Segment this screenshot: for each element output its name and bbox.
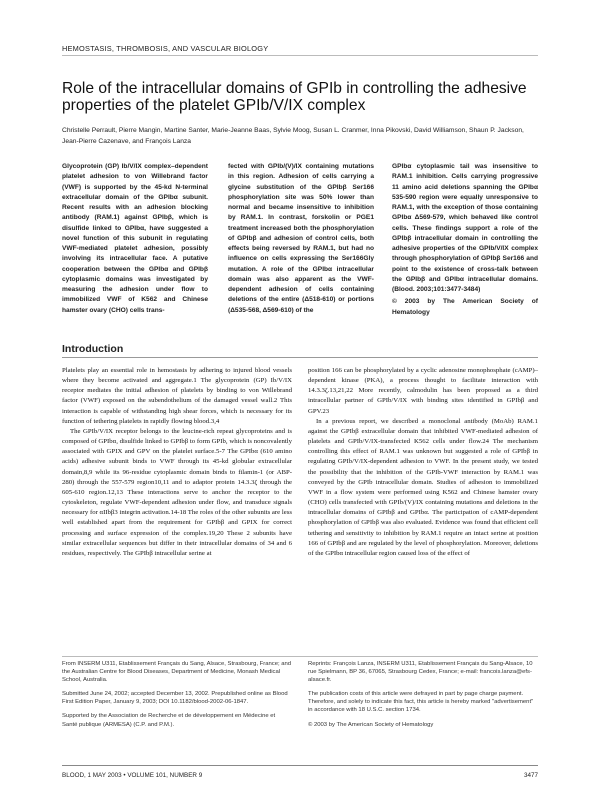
- footnote-affiliation: From INSERM U311, Etablissement Français du Sang, Alsace, Strasbourg, France; and the Australian Centre for Blood Diseases, Department of Medicine, Monash Medical School, Australia.: [62, 661, 292, 684]
- footnote-column-1: [62, 660, 292, 735]
- body-column-1: [62, 366, 292, 559]
- footnote-divider: [62, 656, 538, 657]
- abstract-column-3: [392, 162, 538, 318]
- abstract-column-1: Glycoprotein (GP) Ib/V/IX complex–dependent platelet adhesion to von Willebrand factor (VWF) is supported by the 45-kd N-terminal extracellular domain of the GPIbα subunit. Recent results with an adhesion blocking antibody (RAM.1) against GPIbβ, which is disulfide linked to GPIbα, have suggested a novel function of this subunit in regulating VWF-mediated platelet adhesion, possibly involving its intracellular face. A putative cooperation between the GPIbα and GPIbβ cytoplasmic domains was investigated by measuring the adhesion under flow to immobilized VWF of K562 and Chinese hamster ovary (CHO) cells trans-: [62, 163, 208, 314]
- footnote-column-2: [308, 660, 538, 735]
- abstract-column-2: fected with GPIb/(V)/IX containing mutations in this region. Adhesion of cells carrying a glycine substitution of the GPIbβ Ser166 phosphorylation site was 50% lower than normal and became insensitive to inhibition by RAM.1. In contrast, forskolin or PGE1 treatment increased both the phosphorylation of GPIbβ and adhesion of control cells, both effects being reversed by RAM.1, but had no influence on cells expressing the Ser166Gly mutation. A role of the GPIbα intracellular domain was also apparent as the VWF-dependent adhesion of cells containing deletions of the entire (Δ518-610) or portions (Δ535-568, Δ569-610) of the: [228, 163, 374, 314]
- footnote-submission: Submitted June 24, 2002; accepted December 13, 2002. Prepublished online as Blood First Edition Paper, January 9, 2003; DOI 10.1182/blood-2002-06-1847.: [62, 691, 288, 706]
- author-list: Christelle Perrault, Pierre Mangin, Martine Santer, Marie-Jeanne Baas, Sylvie Moog, Susan L. Cranmer, Inna Pikovski, David Williamson, Shaun P. Jackson, Jean-Pierre Cazenave, and François Lanza: [62, 127, 524, 145]
- footer-divider: [62, 765, 538, 766]
- title-divider: [62, 55, 538, 56]
- article-title: Role of the intracellular domains of GPIb in controlling the adhesive properties of the platelet GPIb/V/IX complex: [62, 80, 527, 114]
- footnote-support: Supported by the Association de Recherche et de développement en Médecine et Santé publique (ARMESA) (C.P. and P.M.).: [62, 713, 276, 728]
- journal-citation: BLOOD, 1 MAY 2003 • VOLUME 101, NUMBER 9: [62, 772, 203, 779]
- body-column-2: [308, 366, 538, 559]
- abstract-text: GPIbα cytoplasmic tail was insensitive to RAM.1 inhibition. Cells carrying progressive 11 amino acid deletions spanning the GPIbα 535-590 region were equally unresponsive to RAM.1, with the exception of those containing GPIbα Δ569-579, which behaved like control cells. These findings support a role of the GPIbβ intracellular domain in controlling the adhesive properties of the GPIb/V/IX complex through phosphorylation of GPIbβ Ser166 and point to the existence of cross-talk between the GPIbβ and GPIbα intracellular domains. (Blood. 2003;101:3477-3484): [392, 163, 538, 293]
- section-heading-introduction: Introduction: [62, 343, 124, 355]
- page-number: 3477: [523, 772, 538, 779]
- body-paragraph: In a previous report, we described a monoclonal antibody (MoAb) RAM.1 against the GPIbβ extracellular domain that inhibited VWF-mediated adhesion of platelets and GPIb/V/IX-transfected K562 cells under flow.24 The mechanism controlling this effect of RAM.1 was unknown but suggested a role of GPIbβ in regulating GPIb/V/IX-dependent adhesion to VWF. In the present study, we tested the possibility that the inhibition of the GPIb-VWF interaction by RAM.1 was conveyed by the GPIb intracellular domain. Studies of adhesion to immobilized VWF in a flow system were performed using K562 and Chinese hamster ovary (CHO) cells transfected with GPIb/(V)/IX containing mutations and deletions in the intracellular domains of GPIbβ and GPIbα. The participation of cAMP-dependent phosphorylation of GPIbβ was also evaluated. Evidence was found that efficient cell tethering and sensitivity to inhibition by RAM.1 require an intact serine at position 166 of GPIbβ and are regulated by the level of phosphorylation. Moreover, deletions of the GPIbα intracellular region caused loss of the effect of: [308, 417, 538, 557]
- footnote-reprints: Reprints: François Lanza, INSERM U311, Etablissement Français du Sang-Alsace, 10 rue Spielmann, BP 36, 67065, Strasbourg Cedex, France; e-mail: francois.lanza@efs-alsace.fr.: [308, 661, 533, 684]
- running-head: HEMOSTASIS, THROMBOSIS, AND VASCULAR BIOLOGY: [62, 44, 269, 53]
- footnote-copyright: © 2003 by The American Society of Hematology: [308, 721, 434, 728]
- abstract-copyright: © 2003 by The American Society of Hematology: [392, 298, 538, 316]
- body-paragraph: Platelets play an essential role in hemostasis by adhering to injured blood vessels where they become activated and aggregate.1 The glycoprotein (GP) Ib/V/IX receptor mediates the initial adhesion of platelets by binding to von Willebrand factor (VWF) exposed on the subendothelium of the damaged vessel wall.2 This interaction is capable of withstanding high shear forces, which is necessary for its function of tethering platelets in rapidly flowing blood.3,4: [62, 367, 292, 425]
- body-paragraph: position 166 can be phosphorylated by a cyclic adenosine monophosphate (cAMP)–dependent kinase (PKA), a process thought to facilitate interaction with 14.3.3ζ.13,21,22 More recently, calmodulin has been proposed as a third intracellular partner of GPIb/V/IX with binding sites identified in GPIbβ and GPV.23: [308, 367, 538, 415]
- body-paragraph: The GPIb/V/IX receptor belongs to the leucine-rich repeat glycoproteins and is composed of GPIbα, disulfide linked to GPIbβ to form GPIb, which is noncovalently associated with GPIX and GPV on the platelet surface.5-7 The GPIbα (610 amino acids) adhesive subunit binds to VWF through its 45-kd globular extracellular domain,8,9 while its 96-residue cytoplasmic domain binds to filamin-1 (or ABP-280) through the 557-579 region10,11 and to adaptor protein 14.3.3ζ through the 605-610 region.12,13 These interactions serve to anchor the receptor to the cytoskeleton, regulate VWF-dependent adhesion under flow, and transduce signals necessary for αIIbβ3 integrin activation.14-18 The roles of the other subunits are less well established apart from the requirement for GPIbβ and GPIX for correct processing and surface expression of the complex.19,20 These 2 subunits have similar extracellular sequences but differ in their intracellular domains of 34 and 6 residues, respectively. The GPIbβ intracellular serine at: [62, 427, 292, 557]
- footnote-publication-costs: The publication costs of this article were defrayed in part by page charge payment. Therefore, and solely to indicate this fact, this article is hereby marked "advertisement" in accordance with 18 U.S.C. section 1734.: [308, 691, 534, 714]
- section-divider: [62, 357, 538, 358]
